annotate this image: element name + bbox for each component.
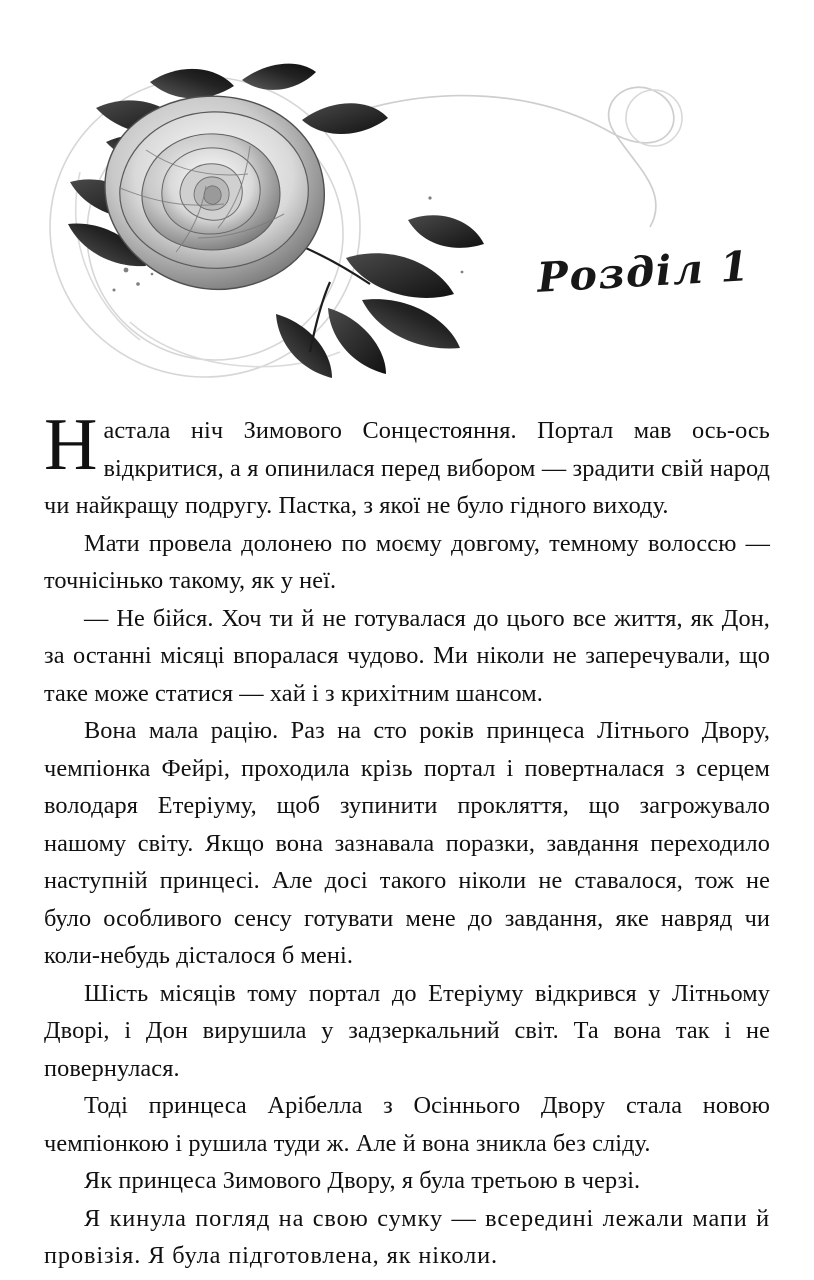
paragraph: Я кинула погляд на свою сумку — всередині лежали мапи й провізія. Я була підготовлена, як ніколи. [44,1204,770,1269]
paragraph: Шість місяців тому портал до Етеріуму відкрився у Літньому Дворі, і Дон вирушила у задзеркальний світ. Та вона так і не повернулася. [44,979,770,1082]
page-body [44,404,770,1275]
rose-illustration [10,22,750,392]
paragraph: Вона мала рацію. Раз на сто років принцеса Літнього Двору, чемпіонка Фейрі, проходила крізь портал і повертналася з серцем володаря Етеріуму, щоб зупинити прокляття, що загрожувало нашому світу. Якщо вона зазнавала поразки, завдання переходило наступній принцесі. Але досі такого ніколи не ставалося, тож не було особливого сенсу готувати мене до завдання, яке навряд чи коли-небудь дісталося б мені. [44,717,770,969]
paragraph-with-dropcap [44,404,770,525]
chapter-heading: Розділ 1 [535,242,752,302]
paragraph: Як принцеса Зимового Двору, я була третьою в черзі. [84,1167,641,1194]
drop-cap: Н [44,404,98,486]
paragraph: Тоді принцеса Арібелла з Осіннього Двору стала новою чемпіонкою і рушила туди ж. Але й вона зникла без сліду. [44,1092,770,1157]
paragraph: Мати провела долонею по моєму довгому, темному волоссю — точнісінько такому, як у неї. [44,529,770,594]
paragraph: астала ніч Зимового Сонцестояння. Портал мав ось-ось відкритися, а я опинилася перед вибором — зрадити свій народ чи найкращу подругу. Пастка, з якої не було гідного виходу. [44,417,770,519]
paragraph: — Не бійся. Хоч ти й не готувалася до цього все життя, як Дон, за останні місяці впоралася чудово. Ми ніколи не заперечували, що таке може статися — хай і з крихітним шансом. [44,604,770,707]
